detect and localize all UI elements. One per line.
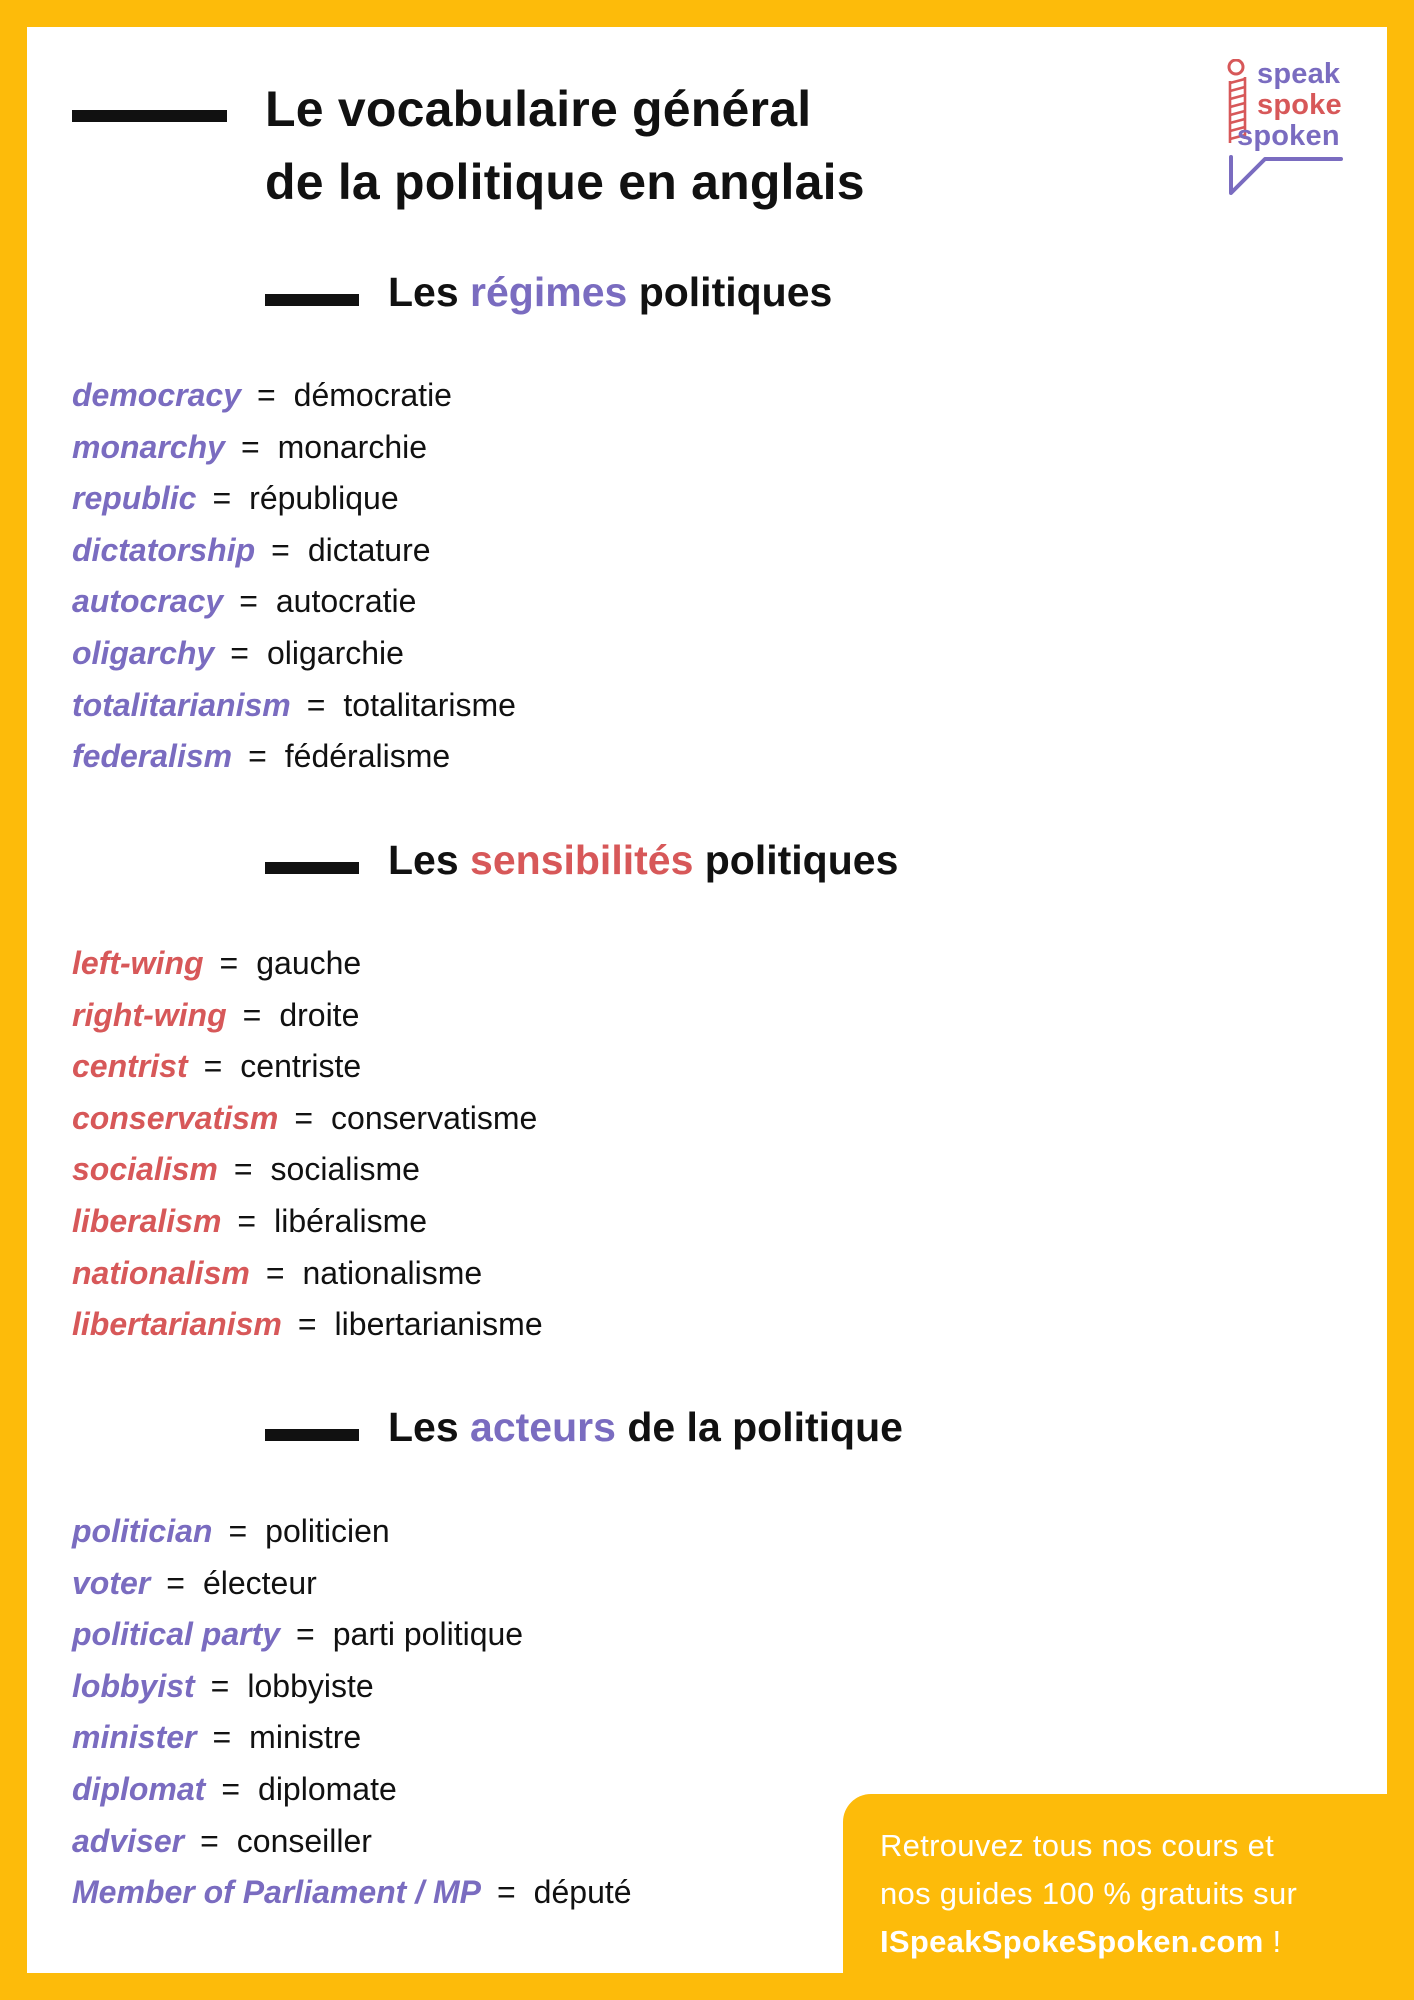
vocab-item bbox=[72, 1041, 543, 1093]
vocab-item bbox=[72, 628, 516, 680]
section-title-regimes: Les régimes politiques bbox=[388, 269, 833, 315]
equals-sign: = bbox=[297, 1306, 317, 1343]
equals-sign: = bbox=[240, 428, 260, 465]
section-dash bbox=[265, 1429, 359, 1441]
page-title-line2: de la politique en anglais bbox=[265, 154, 865, 210]
section-keyword: sensibilités bbox=[470, 837, 694, 883]
vocab-english-term: totalitarianism bbox=[72, 686, 291, 723]
section-keyword: acteurs bbox=[470, 1404, 616, 1450]
promo-line3: ISpeakSpokeSpoken.com ! bbox=[880, 1924, 1282, 1959]
equals-sign: = bbox=[239, 583, 258, 620]
equals-sign: = bbox=[210, 1667, 230, 1704]
vocab-french-translation: socialisme bbox=[270, 1151, 420, 1188]
promo-line1: Retrouvez tous nos cours et bbox=[880, 1828, 1275, 1863]
vocab-list-acteurs bbox=[72, 1506, 632, 1919]
vocab-item bbox=[72, 990, 543, 1042]
vocab-french-translation: politicien bbox=[265, 1513, 390, 1549]
vocab-english-term: libertarianism bbox=[72, 1306, 282, 1343]
vocab-item bbox=[72, 1093, 543, 1145]
equals-sign: = bbox=[306, 686, 326, 723]
logo-word-spoke: spoke bbox=[1257, 89, 1342, 121]
vocab-english-term: dictatorship bbox=[72, 531, 256, 568]
vocab-french-translation: monarchie bbox=[277, 428, 428, 465]
vocab-french-translation: autocratie bbox=[275, 583, 417, 620]
vocab-english-term: autocracy bbox=[72, 583, 224, 620]
vocab-item bbox=[72, 1661, 632, 1713]
equals-sign: = bbox=[233, 1151, 253, 1188]
vocab-item bbox=[72, 473, 516, 525]
vocab-item bbox=[72, 938, 543, 990]
equals-sign: = bbox=[203, 1048, 223, 1085]
vocab-french-translation: centriste bbox=[240, 1048, 362, 1085]
vocab-english-term: conservatism bbox=[72, 1099, 279, 1136]
vocab-item bbox=[72, 1196, 543, 1248]
vocab-french-translation: libéralisme bbox=[274, 1202, 428, 1239]
vocab-french-translation: droite bbox=[279, 996, 360, 1033]
equals-sign: = bbox=[166, 1564, 185, 1601]
page-title bbox=[265, 73, 865, 219]
vocab-english-term: liberalism bbox=[72, 1202, 222, 1239]
vocab-item bbox=[72, 1506, 632, 1558]
vocab-english-term: voter bbox=[72, 1564, 151, 1601]
vocab-english-term: federalism bbox=[72, 738, 233, 775]
vocab-item bbox=[72, 731, 516, 783]
vocab-english-term: nationalism bbox=[72, 1254, 250, 1291]
vocab-item bbox=[72, 370, 516, 422]
vocab-french-translation: parti politique bbox=[332, 1616, 524, 1653]
vocab-item bbox=[72, 680, 516, 732]
vocab-english-term: centrist bbox=[72, 1048, 188, 1085]
vocab-english-term: socialism bbox=[72, 1151, 218, 1188]
section-dash bbox=[265, 862, 359, 874]
vocab-english-term: monarchy bbox=[72, 428, 225, 465]
vocab-english-term: republic bbox=[72, 480, 197, 517]
equals-sign: = bbox=[296, 1616, 315, 1653]
equals-sign: = bbox=[265, 1254, 285, 1291]
equals-sign: = bbox=[212, 480, 232, 517]
vocab-english-term: left-wing bbox=[72, 945, 204, 981]
logo-word-spoken: spoken bbox=[1237, 120, 1340, 152]
logo-word-speak: speak bbox=[1257, 58, 1341, 90]
vocab-french-translation: lobbyiste bbox=[247, 1667, 374, 1704]
vocab-item bbox=[72, 1248, 543, 1300]
promo-site-link[interactable]: ISpeakSpokeSpoken.com bbox=[880, 1924, 1264, 1959]
vocab-english-term: minister bbox=[72, 1719, 197, 1756]
vocab-english-term: politician bbox=[72, 1513, 213, 1549]
vocab-english-term: political party bbox=[72, 1616, 281, 1653]
vocab-french-translation: conservatisme bbox=[331, 1099, 538, 1136]
logo-speech-tail-icon bbox=[1227, 155, 1357, 205]
title-dash bbox=[72, 110, 227, 122]
vocab-french-translation: conseiller bbox=[236, 1822, 372, 1859]
vocab-item bbox=[72, 525, 516, 577]
vocab-french-translation: fédéralisme bbox=[284, 738, 451, 775]
vocab-item bbox=[72, 1144, 543, 1196]
vocab-item bbox=[72, 1609, 632, 1661]
vocab-item bbox=[72, 1558, 632, 1610]
vocab-item bbox=[72, 1299, 543, 1351]
vocab-english-term: right-wing bbox=[72, 996, 227, 1033]
equals-sign: = bbox=[228, 1513, 248, 1549]
vocab-item bbox=[72, 1764, 632, 1816]
equals-sign: = bbox=[256, 377, 276, 413]
equals-sign: = bbox=[212, 1719, 232, 1756]
section-title-sensibilites: Les sensibilités politiques bbox=[388, 837, 899, 883]
equals-sign: = bbox=[221, 1770, 241, 1807]
logo bbox=[1227, 45, 1367, 215]
equals-sign: = bbox=[271, 531, 290, 568]
page-sheet bbox=[27, 27, 1387, 1973]
vocab-item bbox=[72, 422, 516, 474]
section-keyword: régimes bbox=[470, 269, 628, 315]
promo-box bbox=[843, 1794, 1414, 2000]
equals-sign: = bbox=[496, 1874, 516, 1911]
vocab-list-sensibilites bbox=[72, 938, 543, 1351]
vocab-french-translation: diplomate bbox=[258, 1770, 397, 1807]
vocab-english-term: adviser bbox=[72, 1822, 185, 1859]
equals-sign: = bbox=[237, 1202, 257, 1239]
vocab-french-translation: dictature bbox=[307, 531, 431, 568]
equals-sign: = bbox=[219, 945, 239, 981]
vocab-french-translation: république bbox=[249, 480, 399, 517]
equals-sign: = bbox=[248, 738, 267, 775]
vocab-english-term: democracy bbox=[72, 377, 241, 413]
vocab-item bbox=[72, 1816, 632, 1868]
vocab-french-translation: électeur bbox=[202, 1564, 317, 1601]
vocab-french-translation: ministre bbox=[249, 1719, 362, 1756]
vocab-item bbox=[72, 1712, 632, 1764]
vocab-french-translation: démocratie bbox=[293, 377, 452, 413]
vocab-french-translation: gauche bbox=[256, 945, 362, 981]
vocab-french-translation: député bbox=[533, 1874, 632, 1911]
equals-sign: = bbox=[294, 1099, 314, 1136]
vocab-french-translation: nationalisme bbox=[302, 1254, 483, 1291]
vocab-french-translation: totalitarisme bbox=[343, 686, 516, 723]
equals-sign: = bbox=[230, 634, 249, 671]
vocab-item bbox=[72, 1867, 632, 1919]
equals-sign: = bbox=[200, 1822, 219, 1859]
vocab-english-term: lobbyist bbox=[72, 1667, 195, 1704]
promo-line2: nos guides 100 % gratuits sur bbox=[880, 1876, 1298, 1911]
section-dash bbox=[265, 294, 359, 306]
vocab-english-term: oligarchy bbox=[72, 634, 215, 671]
section-title-acteurs: Les acteurs de la politique bbox=[388, 1404, 903, 1450]
vocab-english-term: Member of Parliament / MP bbox=[72, 1874, 481, 1911]
vocab-english-term: diplomat bbox=[72, 1770, 206, 1807]
vocab-item bbox=[72, 576, 516, 628]
vocab-french-translation: oligarchie bbox=[266, 634, 404, 671]
equals-sign: = bbox=[242, 996, 262, 1033]
vocab-french-translation: libertarianisme bbox=[334, 1306, 543, 1343]
vocab-list-regimes bbox=[72, 370, 516, 783]
page-title-line1: Le vocabulaire général bbox=[265, 81, 812, 137]
